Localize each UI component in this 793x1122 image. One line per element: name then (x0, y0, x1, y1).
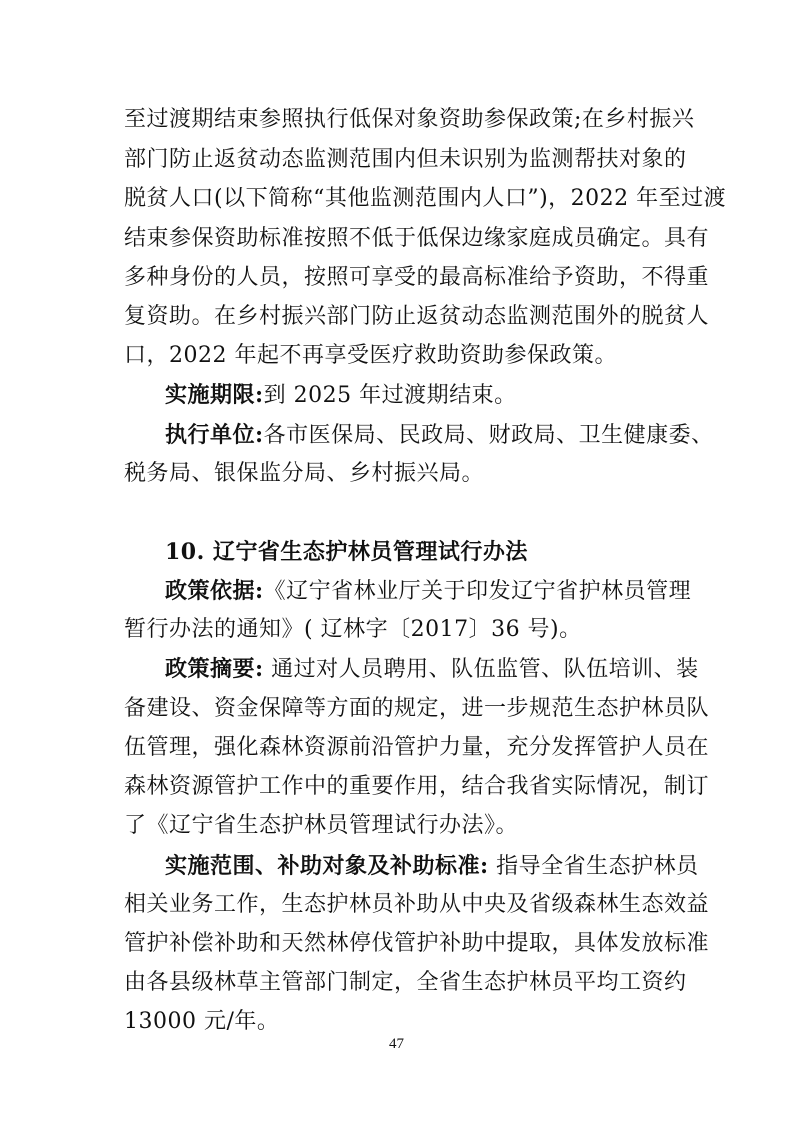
paragraph-line: 了《辽宁省生态护林员管理试行办法》。 (124, 813, 519, 838)
exec-unit-label: 执行单位: (165, 422, 264, 448)
page-number: 47 (389, 1036, 404, 1052)
paragraph-line: 备建设、资金保障等方面的规定，进一步规范生态护林员队 (124, 696, 710, 721)
paragraph-line: 口，2022 年起不再享受医疗救助资助参保政策。 (124, 343, 617, 368)
summary-line (165, 654, 699, 685)
paragraph-line: 森林资源管护工作中的重要作用，结合我省实际情况，制订 (124, 774, 710, 799)
paragraph-line: 13000 元/年。 (124, 1009, 280, 1034)
scope-text: 指导全省生态护林员 (488, 854, 699, 879)
scope-label: 实施范围、补助对象及补助标准: (165, 853, 489, 879)
paragraph-line: 伍管理，强化森林资源前沿管护力量，充分发挥管护人员在 (124, 735, 710, 760)
paragraph-line: 多种身份的人员，按照可享受的最高标准给予资助，不得重 (124, 265, 710, 290)
impl-period-text: 到 2025 年过渡期结束。 (263, 383, 517, 408)
paragraph-line: 由各县级林草主管部门制定，全省生态护林员平均工资约 (124, 970, 687, 995)
paragraph-line: 部门防止返贫动态监测范围内但未识别为监测帮扶对象的 (124, 147, 687, 172)
exec-unit-line (165, 420, 714, 451)
section-heading: 10. 辽宁省生态护林员管理试行办法 (165, 539, 528, 565)
paragraph-line: 脱贫人口(以下简称“其他监测范围内人口”)，2022 年至过渡 (124, 186, 727, 211)
paragraph-line: 管护补偿补助和天然林停伐管护补助中提取，具体发放标准 (124, 931, 710, 956)
impl-period-line (165, 380, 685, 411)
paragraph-line: 相关业务工作，生态护林员补助从中央及省级森林生态效益 (124, 892, 710, 917)
basis-line-2: 暂行办法的通知》( 辽林字〔2017〕36 号)。 (124, 617, 582, 642)
basis-line (165, 576, 692, 607)
basis-text: 《辽宁省林业厅关于印发辽宁省护林员管理 (263, 579, 692, 604)
summary-text: 通过对人员聘用、队伍监管、队伍培训、装 (263, 657, 699, 682)
paragraph-line: 至过渡期结束参照执行低保对象资助参保政策;在乡村振兴 (124, 107, 695, 132)
exec-unit-text: 各市医保局、民政局、财政局、卫生健康委、 (263, 423, 714, 448)
impl-period-label: 实施期限: (165, 382, 264, 408)
exec-unit-line-2: 税务局、银保监分局、乡村振兴局。 (124, 461, 485, 486)
paragraph-line: 结束参保资助标准按照不低于低保边缘家庭成员确定。具有 (124, 226, 710, 251)
paragraph-line: 复资助。在乡村振兴部门防止返贫动态监测范围外的脱贫人 (124, 304, 710, 329)
summary-label: 政策摘要: (165, 656, 264, 682)
scope-line (165, 851, 699, 882)
basis-label: 政策依据: (165, 578, 264, 604)
